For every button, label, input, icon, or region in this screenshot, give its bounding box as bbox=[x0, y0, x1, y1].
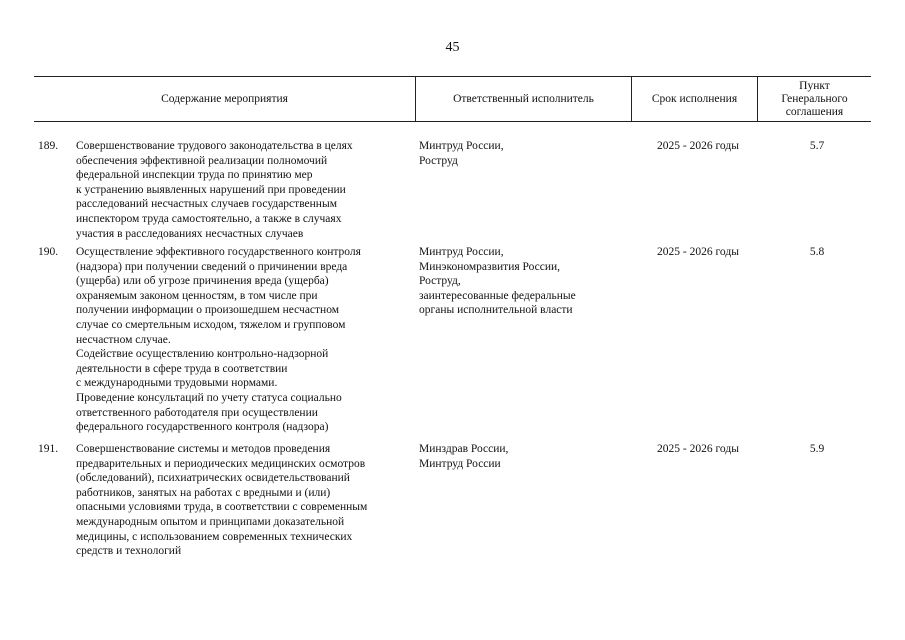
description-line: (обследований), психиатрических освидетельствований bbox=[76, 472, 350, 485]
description-line: ответственного работодателя при осуществлении bbox=[76, 406, 318, 419]
description-line: охраняемым законом ценностям, в том числе при bbox=[76, 289, 318, 302]
description-line: предварительных и периодических медицинских осмотров bbox=[76, 457, 366, 470]
row-point: 5.9 bbox=[809, 443, 825, 455]
row-deadline: 2025 - 2026 годы bbox=[657, 140, 739, 152]
description-line: обеспечения эффективной реализации полномочий bbox=[76, 154, 328, 167]
row-responsible bbox=[419, 245, 619, 318]
responsible-line: Роструд, bbox=[419, 275, 461, 288]
description-line: случае со смертельным исходом, тяжелом и групповом bbox=[76, 318, 346, 331]
row-number: 191. bbox=[38, 443, 59, 455]
header-content: Содержание мероприятия bbox=[161, 92, 288, 105]
responsible-line: Минтруд России, bbox=[419, 140, 504, 152]
description-line: работников, занятых на работах с вредными и (или) bbox=[76, 486, 331, 499]
responsible-line: Роструд bbox=[419, 154, 458, 167]
description-line: опасными условиями труда, в соответствии с современным bbox=[76, 501, 368, 514]
description-line: к устранению выявленных нарушений при проведении bbox=[76, 183, 346, 196]
description-line: расследований несчастных случаев государственным bbox=[76, 198, 337, 211]
description-line: получении информации о произошедшем несчастном bbox=[76, 304, 340, 317]
description-line: с международными трудовыми нормами. bbox=[76, 377, 278, 390]
row-number: 190. bbox=[38, 246, 59, 258]
row-point: 5.8 bbox=[809, 246, 825, 258]
row-responsible bbox=[419, 442, 619, 471]
row-description bbox=[76, 245, 411, 435]
header-point-line: соглашения bbox=[785, 105, 844, 118]
header-point-line: Пункт bbox=[799, 79, 830, 92]
header-bottom-rule bbox=[34, 121, 871, 122]
description-line: средств и технологий bbox=[76, 545, 182, 558]
responsible-line: Минздрав России, bbox=[419, 443, 509, 455]
row-number: 189. bbox=[38, 140, 59, 152]
description-line: несчастном случае. bbox=[76, 333, 171, 346]
description-line: участия в расследованиях несчастных случаев bbox=[76, 227, 304, 240]
description-line: федеральной инспекции труда по принятию мер bbox=[76, 169, 313, 182]
row-description bbox=[76, 442, 411, 559]
description-line: федерального государственного контроля (надзора) bbox=[76, 421, 329, 434]
header-deadline: Срок исполнения bbox=[651, 92, 738, 105]
responsible-line: органы исполнительной власти bbox=[419, 304, 573, 317]
responsible-line: заинтересованные федеральные bbox=[419, 289, 576, 302]
header-point bbox=[758, 77, 871, 121]
responsible-line: Минэкономразвития России, bbox=[419, 260, 561, 273]
description-line: (надзора) при получении сведений о причинении вреда bbox=[76, 260, 348, 273]
row-deadline: 2025 - 2026 годы bbox=[657, 443, 739, 455]
description-line: медицины, с использованием современных технических bbox=[76, 530, 353, 543]
responsible-line: Минтруд России bbox=[419, 457, 501, 470]
description-line: деятельности в сфере труда в соответствии bbox=[76, 362, 288, 375]
header-point-line: Генерального bbox=[781, 92, 848, 105]
description-line: Проведение консультаций по учету статуса социально bbox=[76, 391, 342, 404]
description-line: Совершенствование трудового законодательства в целях bbox=[76, 140, 353, 152]
row-description bbox=[76, 139, 411, 241]
header-responsible: Ответственный исполнитель bbox=[453, 92, 594, 105]
row-deadline: 2025 - 2026 годы bbox=[657, 246, 739, 258]
row-point: 5.7 bbox=[809, 140, 825, 152]
description-line: Осуществление эффективного государственного контроля bbox=[76, 246, 361, 258]
page-number: 45 bbox=[445, 40, 460, 55]
description-line: инспектором труда самостоятельно, а также в случаях bbox=[76, 212, 342, 225]
description-line: международным опытом и принципами доказательной bbox=[76, 515, 345, 528]
description-line: Совершенствование системы и методов проведения bbox=[76, 443, 331, 455]
row-responsible bbox=[419, 139, 619, 168]
description-line: (ущерба) или об угрозе причинения вреда (ущерба) bbox=[76, 275, 329, 288]
description-line: Содействие осуществлению контрольно-надзорной bbox=[76, 348, 329, 361]
responsible-line: Минтруд России, bbox=[419, 246, 504, 258]
